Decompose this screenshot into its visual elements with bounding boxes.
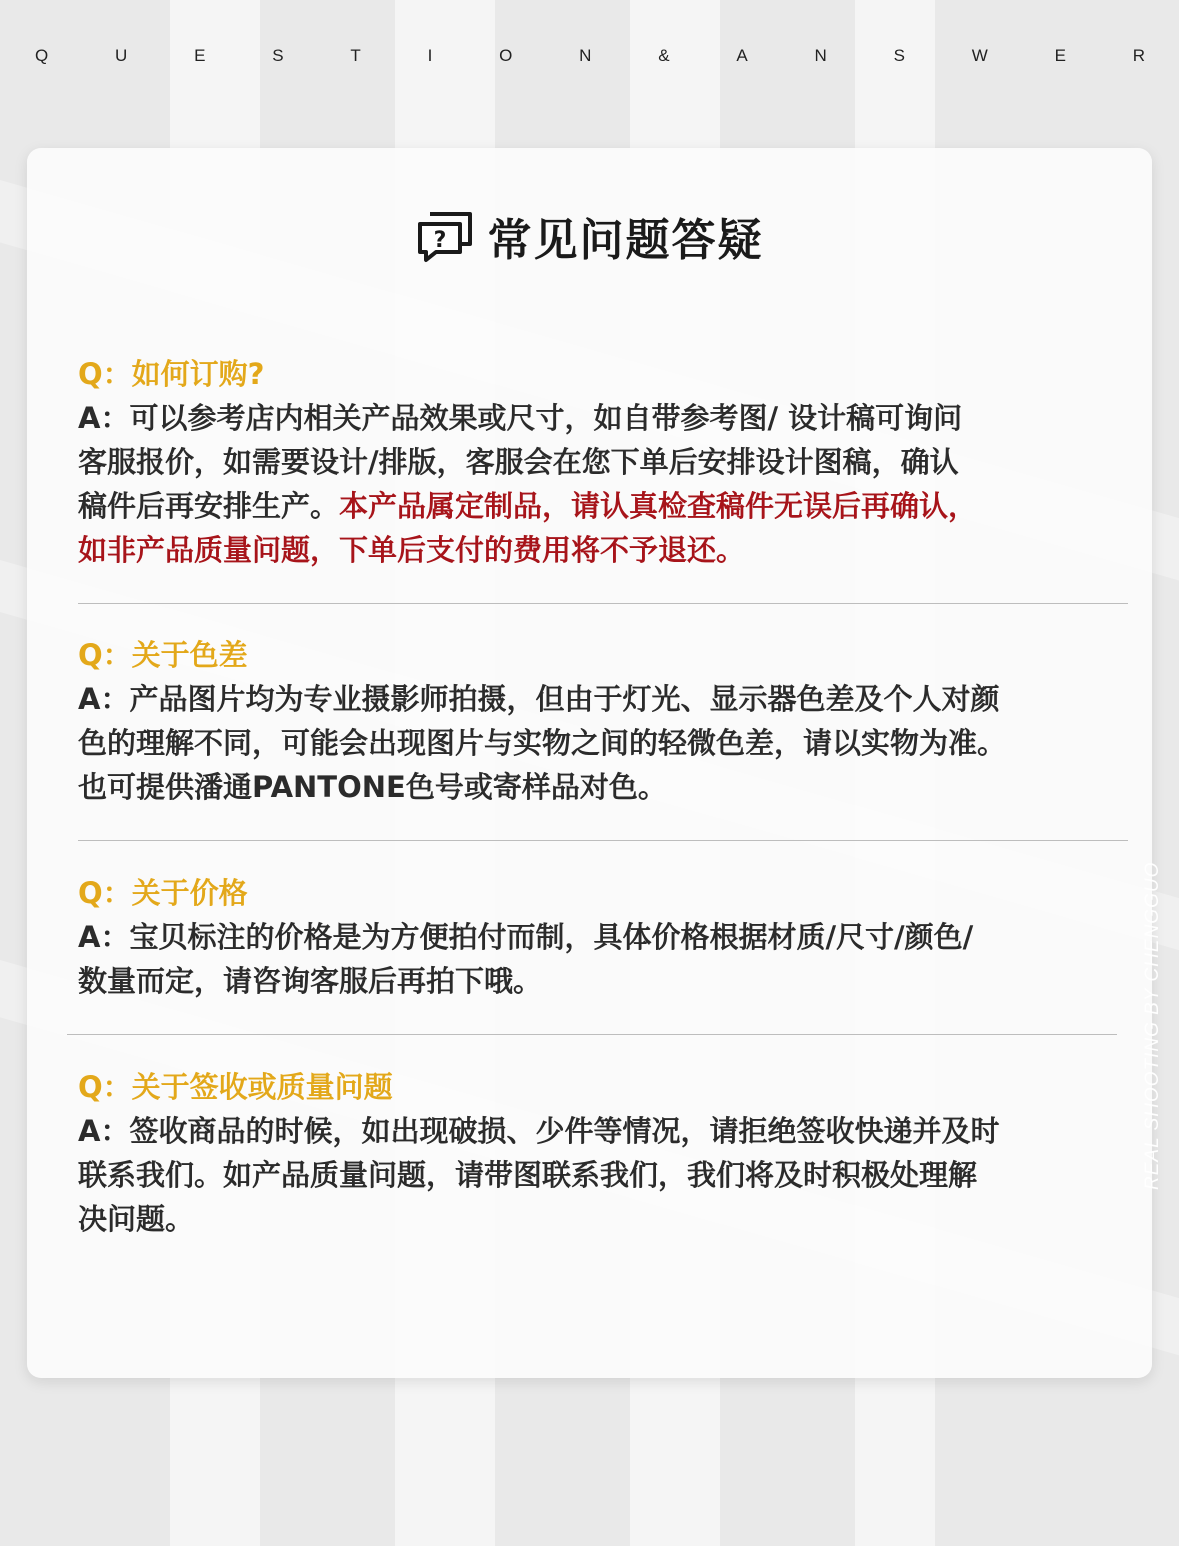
faq-answer: A：宝贝标注的价格是为方便拍付而制，具体价格根据材质/尺寸/颜色/ 数量而定，请咨询客服后再拍下哦。 [78,920,974,998]
faq-item-order [78,352,1108,572]
title-text: 常见问题答疑 [487,215,764,266]
faq-answer-text: A：可以参考店内相关产品效果或尺寸，如自带参考图/ 设计稿可询问 客服报价，如需要设计/排版，客服会在您下单后安排设计图稿，确认 稿件后再安排生产。 [78,401,963,523]
faq-warning-text: 本产品属定制品，请认真检查稿件无误后再确认， 如非产品质量问题，下单后支付的费用将不予退还。 [78,489,978,567]
divider [78,840,1128,841]
faq-answer: A：签收商品的时候，如出现破损、少件等情况，请拒绝签收快递并及时 联系我们。如产品质量问题，请带图联系我们，我们将及时积极处理解 决问题。 [78,1114,1000,1236]
header-letter: N [814,46,827,65]
header-letter: N [579,46,592,65]
header-letters [35,44,1145,68]
header-letter: T [350,46,361,65]
divider [67,1034,1117,1035]
question-chat-icon [416,208,476,264]
faq-question: Q：如何订购? [78,357,265,391]
header-letter: U [115,46,128,65]
faq-question: Q：关于价格 [78,876,248,910]
header-letter: W [971,46,988,65]
page-title [0,200,1179,272]
faq-answer [78,396,1108,572]
faq-question: Q：关于色差 [78,638,248,672]
divider [78,603,1128,604]
faq-answer: A：产品图片均为专业摄影师拍摄，但由于灯光、显示器色差及个人对颜 色的理解不同，可能会出现图片与实物之间的轻微色差，请以实物为准。 也可提供潘通PANTONE色号或寄样品对色。 [78,682,1007,804]
svg-text:?: ? [433,228,446,253]
faq-item-price [78,871,1108,1003]
faq-item-color [78,633,1108,809]
header-letter: Q [35,46,49,65]
header-letter: E [194,46,206,65]
header-letter: O [499,46,513,65]
header-letter: S [272,46,284,65]
header-letter: A [736,46,748,65]
header-letter: S [893,46,905,65]
header-letter: E [1054,46,1066,65]
header-letter: & [658,46,670,65]
faq-question: Q：关于签收或质量问题 [78,1070,393,1104]
side-watermark-text: REAL SHOOTING BY CHENGGUO [1142,861,1163,1190]
header-letter: R [1132,46,1145,65]
faq-item-delivery [78,1065,1108,1241]
header-letter: I [427,46,433,65]
